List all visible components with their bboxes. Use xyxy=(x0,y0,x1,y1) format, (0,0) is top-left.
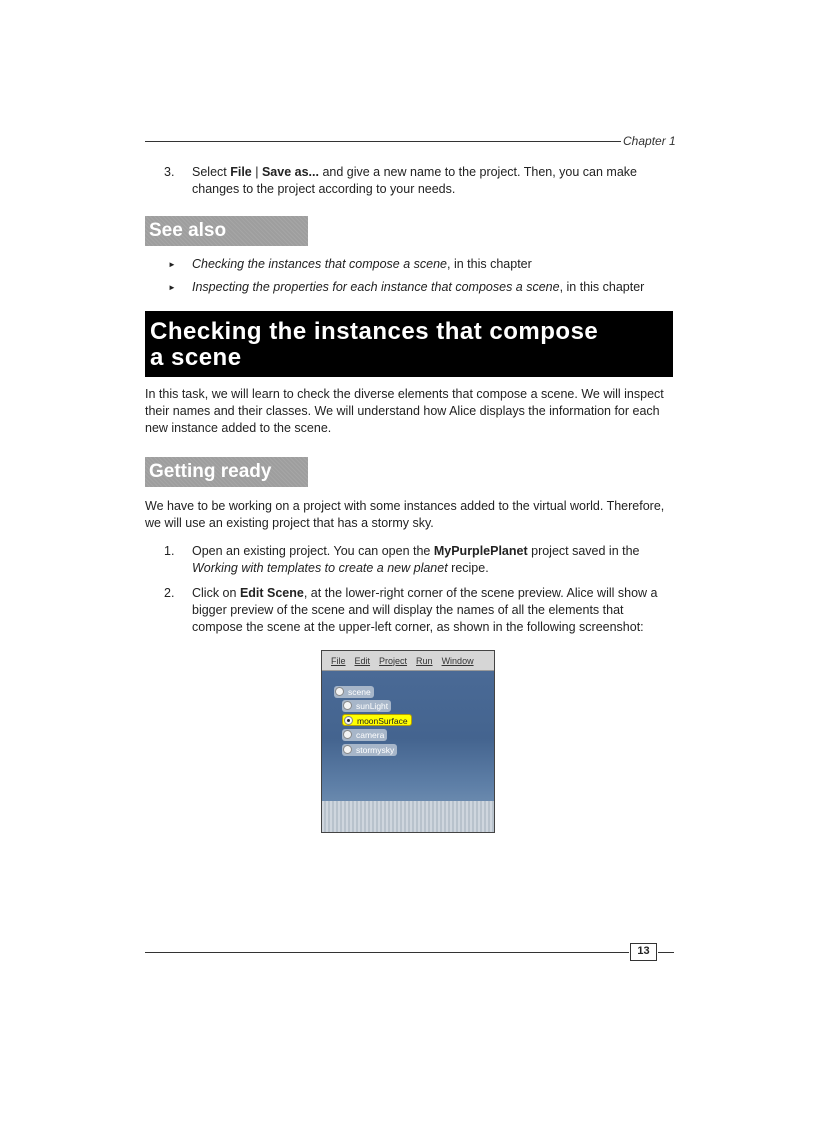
header-rule xyxy=(145,141,621,142)
scene-editor-screenshot xyxy=(321,650,495,833)
step-text: Click on Edit Scene, at the lower-right corner of the scene preview. Alice will show a bigger preview of the scene and will display the names of all the elements that compose the scene at the upper-left corner, as shown in the following screenshot: xyxy=(192,586,658,634)
section-title: Checking the instances that compose a scene xyxy=(145,311,673,377)
menu-project[interactable]: Project xyxy=(379,655,408,666)
footer-rule xyxy=(145,952,629,953)
see-also-heading: See also xyxy=(145,216,308,246)
radio-icon xyxy=(343,730,352,739)
step-text: Select File | Save as... and give a new name to the project. Then, you can make changes to the project according to your needs. xyxy=(192,165,637,196)
edit-scene-ref: Edit Scene xyxy=(239,586,304,600)
bullet-arrow-icon: ► xyxy=(168,260,176,269)
menu-edit[interactable]: Edit xyxy=(354,655,371,666)
file-menu-ref: File xyxy=(230,165,252,179)
tree-item-camera[interactable]: camera xyxy=(342,729,387,741)
tree-item-stormysky[interactable]: stormysky xyxy=(342,744,397,756)
radio-selected-icon xyxy=(344,716,353,725)
recipe-ref: Working with templates to create a new planet xyxy=(192,561,448,575)
menu-bar xyxy=(322,651,494,671)
footer-rule-end xyxy=(658,952,674,953)
radio-icon xyxy=(343,701,352,710)
bullet-arrow-icon: ► xyxy=(168,283,176,292)
intro-paragraph: In this task, we will learn to check the diverse elements that compose a scene. We will inspect their names and their classes. We will understand how Alice displays the information for each new instance added to the scene. xyxy=(145,387,664,435)
tree-item-scene[interactable]: scene xyxy=(334,686,374,698)
step-text: Open an existing project. You can open the MyPurplePlanet project saved in the Working with templates to create a new planet recipe. xyxy=(192,544,640,575)
getting-ready-heading: Getting ready xyxy=(145,457,308,487)
project-name: MyPurplePlanet xyxy=(433,544,528,558)
chapter-label: Chapter 1 xyxy=(623,134,676,148)
getting-ready-paragraph: We have to be working on a project with some instances added to the virtual world. Therefore, we will use an existing project that has a stormy sky. xyxy=(145,499,665,530)
tree-item-sunlight[interactable]: sunLight xyxy=(342,700,391,712)
scene-ground xyxy=(322,801,494,833)
tree-item-moonsurface[interactable]: moonSurface xyxy=(342,714,412,726)
save-as-ref: Save as... xyxy=(261,165,319,179)
page-number: 13 xyxy=(630,943,657,961)
menu-file[interactable]: File xyxy=(331,655,346,666)
radio-icon xyxy=(343,745,352,754)
menu-run[interactable]: Run xyxy=(416,655,433,666)
menu-window[interactable]: Window xyxy=(441,655,474,666)
step-number: 3. xyxy=(164,165,175,179)
radio-icon xyxy=(335,687,344,696)
